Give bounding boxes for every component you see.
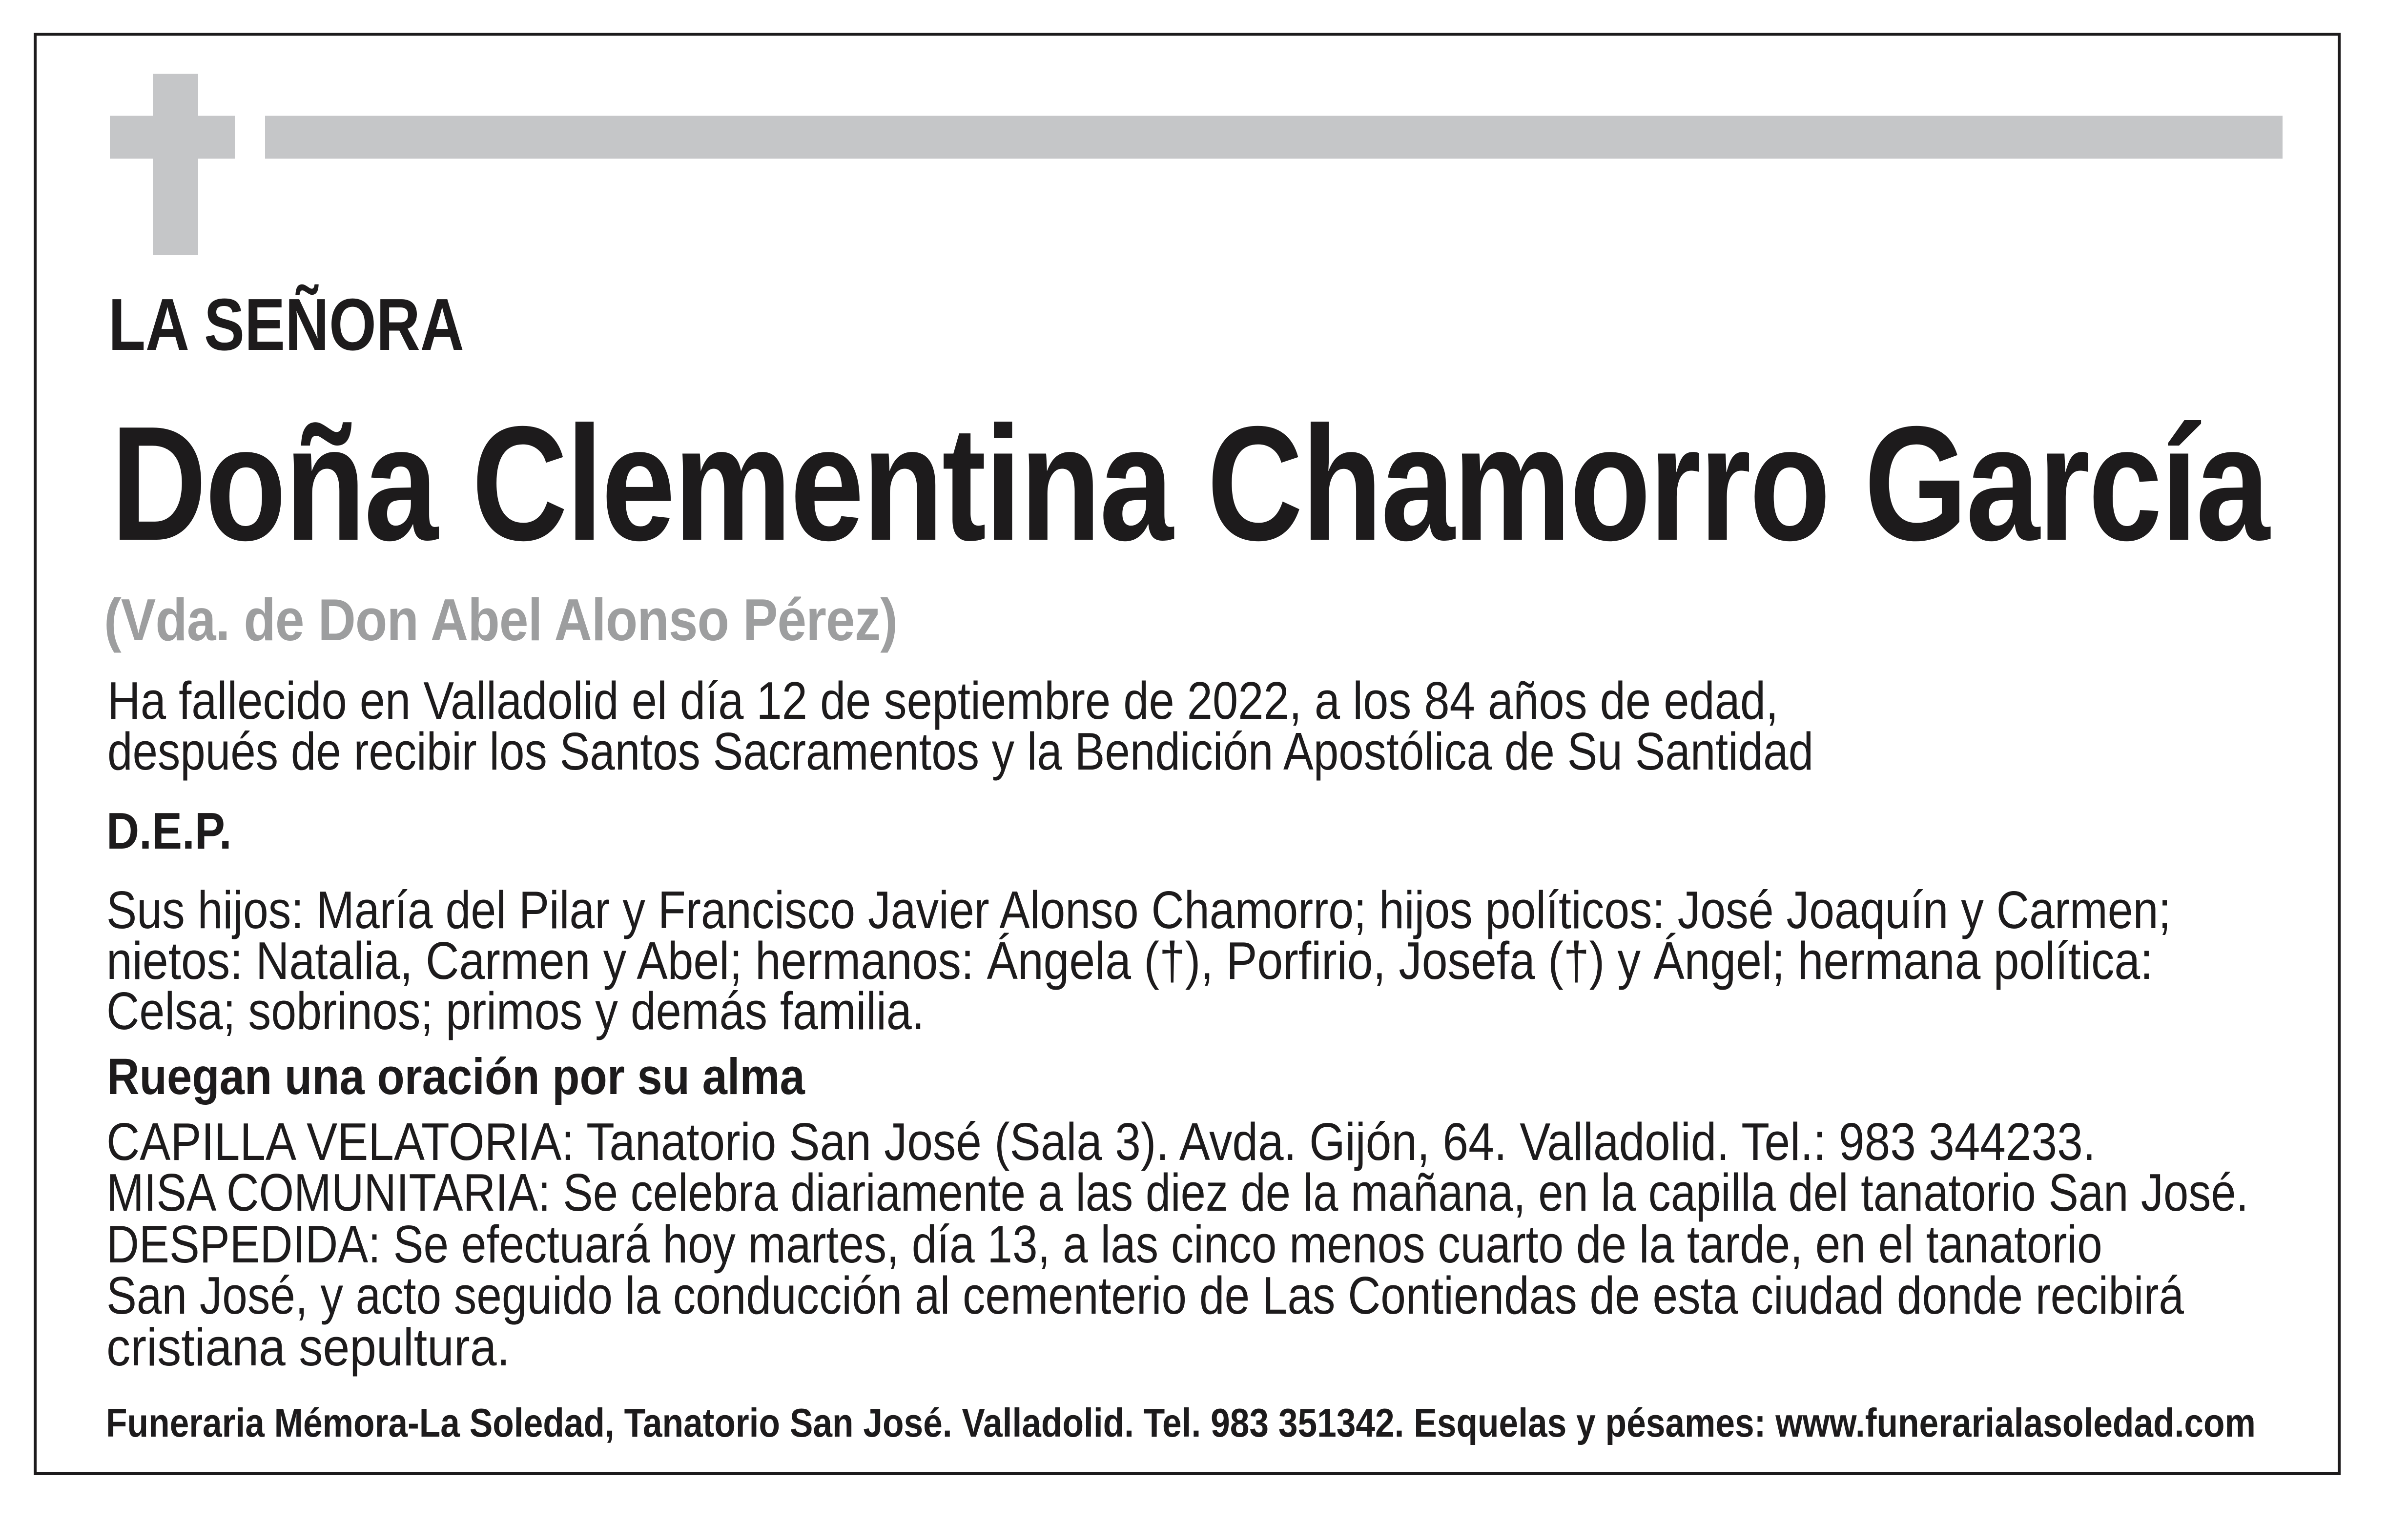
family-line: nietos: Natalia, Carmen y Abel; hermanos: Ángela (†), Porfirio, Josefa (†) y Ángel; hermana política: bbox=[106, 931, 2153, 991]
title-prefix: LA SEÑORA bbox=[108, 283, 464, 366]
cross-horizontal-bar bbox=[110, 116, 235, 159]
prayer-request: Ruegan una oración por su alma bbox=[107, 1048, 805, 1105]
service-line-mass: MISA COMUNITARIA: Se celebra diariamente a las diez de la mañana, en la capilla del tanatorio San José. bbox=[106, 1163, 2249, 1222]
header-divider-bar bbox=[265, 116, 2283, 159]
rip-label: D.E.P. bbox=[106, 802, 232, 860]
death-statement-line: después de recibir los Santos Sacramentos y la Bendición Apostólica de Su Santidad bbox=[107, 722, 1814, 781]
family-line: Sus hijos: María del Pilar y Francisco Javier Alonso Chamorro; hijos políticos: José Joaquín y Carmen; bbox=[106, 880, 2171, 940]
funeral-home-footer: Funeraria Mémora-La Soledad, Tanatorio San José. Valladolid. Tel. 983 351342. Esquelas y pésames: www.funerarialasoledad.com bbox=[106, 1400, 2256, 1445]
widow-of-subtitle: (Vda. de Don Abel Alonso Pérez) bbox=[104, 587, 898, 653]
service-line-farewell: San José, y acto seguido la conducción al cementerio de Las Contiendas de esta ciudad donde recibirá bbox=[106, 1266, 2184, 1325]
cross-vertical-bar bbox=[153, 74, 198, 255]
service-line-wake: CAPILLA VELATORIA: Tanatorio San José (Sala 3). Avda. Gijón, 64. Valladolid. Tel.: 983 344233. bbox=[106, 1112, 2096, 1172]
deceased-name: Doña Clementina Chamorro García bbox=[111, 392, 2268, 574]
service-line-farewell: cristiana sepultura. bbox=[106, 1318, 510, 1377]
death-statement-line: Ha fallecido en Valladolid el día 12 de septiembre de 2022, a los 84 años de edad, bbox=[107, 671, 1779, 731]
family-line: Celsa; sobrinos; primos y demás familia. bbox=[106, 981, 925, 1041]
service-line-farewell: DESPEDIDA: Se efectuará hoy martes, día 13, a las cinco menos cuarto de la tarde, en el tanatorio bbox=[106, 1215, 2102, 1274]
